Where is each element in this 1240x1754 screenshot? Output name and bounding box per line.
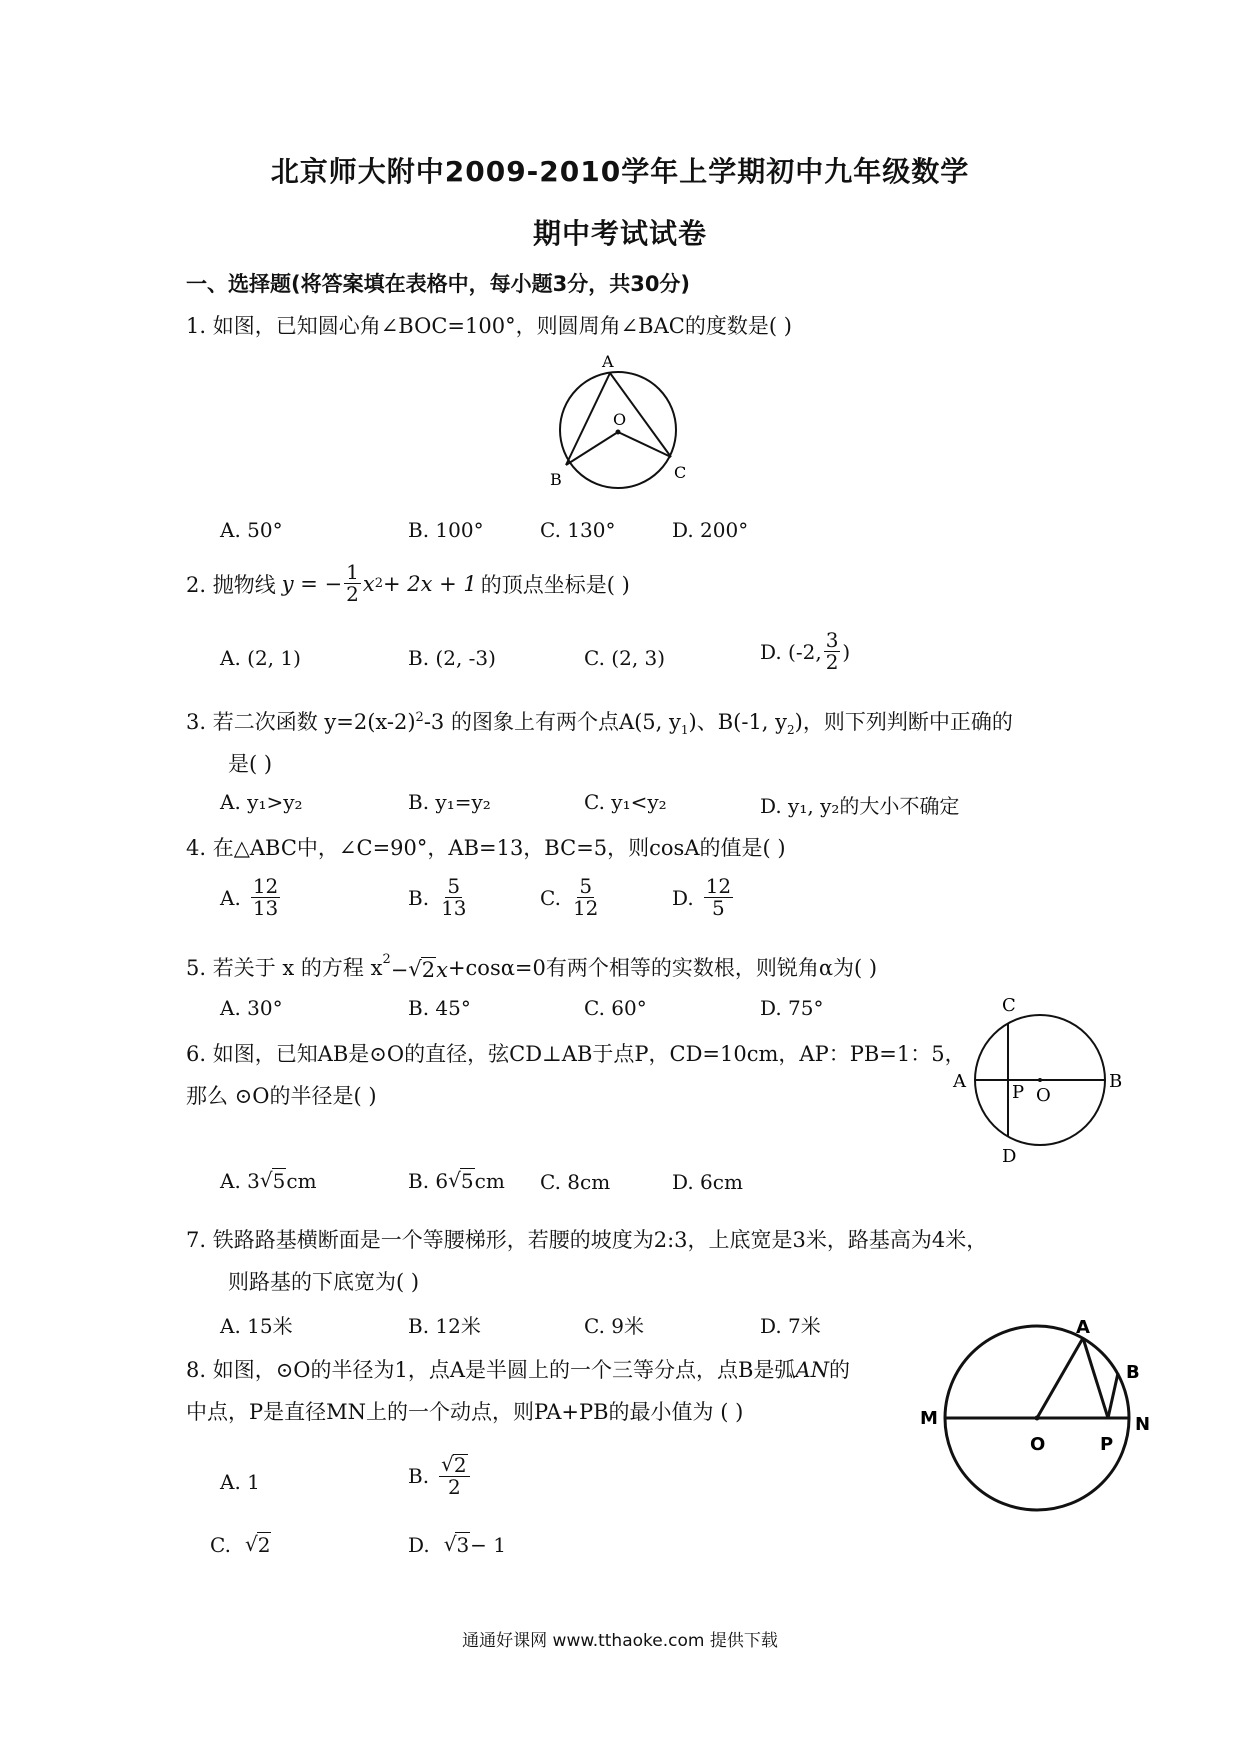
q8-optb-num [439,1454,469,1477]
q2-option-b: B. (2, -3) [408,646,496,670]
q2-frac-den: 2 [346,582,359,606]
q6-option-c: C. 8cm [540,1170,611,1194]
label-a: A [602,352,614,371]
question-3-line2: 是( ) [228,752,273,776]
q4-option-d [672,876,735,919]
question-5-text [186,952,877,982]
q2-suffix: 的顶点坐标是( ) [480,572,630,597]
label-c: C [1002,995,1016,1016]
label-c: C [674,463,687,482]
q2-fraction [344,562,361,605]
q4-optd-den: 5 [712,896,725,920]
q2-prefix: 2. 抛物线 [186,572,276,597]
q4-optc-label: C. [540,885,561,910]
question-1-text: 1. 如图，已知圆心角∠BOC=100°，则圆周角∠BAC的度数是( ) [186,314,792,338]
q7-option-a: A. 15米 [220,1314,293,1338]
q4-optb-num: 5 [447,874,461,898]
label-p: P [1012,1082,1025,1103]
q5-minus: − [390,958,409,982]
label-b: B [550,470,562,489]
q3-option-c: C. y₁<y₂ [584,790,667,814]
q2-option-a: A. (2, 1) [220,646,301,670]
label-o: O [1030,1434,1046,1455]
q7-option-d: D. 7米 [760,1314,821,1338]
q8-arc: AN [795,1358,830,1382]
section-heading: 一、选择题(将答案填在表格中，每小题3分，共30分) [186,272,691,296]
page-subtitle: 期中考试试卷 [532,217,707,250]
label-m: M [920,1408,938,1429]
q6-optb-unit: cm [474,1169,505,1193]
label-n: N [1135,1414,1151,1435]
q3-sup: 2 [415,710,424,725]
q6-opta-unit: cm [286,1169,317,1193]
q8-line1-post: 的 [829,1358,851,1382]
q5-option-d: D. 75° [760,996,824,1020]
label-a: A [1076,1318,1090,1338]
q4-optc-frac [571,876,600,919]
q8-optc-rad: 2 [257,1533,271,1557]
q6-optb-rad: 5 [460,1169,474,1193]
q8-option-a: A. 1 [220,1470,260,1494]
q2-optd-pre: D. (-2, [760,639,822,664]
question-6-figure [945,995,1135,1170]
question-7-line2: 则路基的下底宽为( ) [228,1270,420,1294]
radical-icon: √ [408,957,422,981]
q3-sub1: 1 [680,723,689,738]
q7-option-c: C. 9米 [584,1314,645,1338]
q8-optd-sqrt [444,1532,470,1557]
radical-icon: √ [441,1452,454,1476]
q2-option-c: C. (2, 3) [584,646,666,670]
q6-opta-rad: 5 [272,1169,286,1193]
q1-option-c: C. 130° [540,518,616,542]
q8-optc-sqrt [245,1532,271,1557]
q6-optb-pre: B. 6 [408,1169,449,1193]
center-dot [1038,1078,1042,1082]
q3-mid: -3 的图象上有两个点A(5, y [423,710,681,734]
q8-optb-frac [439,1454,469,1498]
label-o: O [613,410,627,429]
q4-optb-label: B. [408,885,430,910]
q2-option-d [760,630,850,673]
question-6-line2: 那么 ⊙O的半径是( ) [186,1084,377,1108]
q8-optd-label: D. [408,1533,430,1557]
q4-option-a [220,876,282,919]
radical-icon: √ [448,1168,461,1192]
q7-option-b: B. 12米 [408,1314,481,1338]
question-2-text [186,562,630,605]
q5-option-b: B. 45° [408,996,471,1020]
q8-optb-label: B. [408,1464,430,1488]
q6-opta-sqrt [260,1168,286,1193]
q5-radicand: 2 [421,958,436,982]
radical-icon: √ [259,1168,273,1192]
q4-optd-frac [704,876,733,919]
q4-option-c [540,876,602,919]
question-1-figure [540,350,720,500]
label-p: P [1100,1434,1114,1455]
q8-optb-rad: 2 [453,1453,467,1477]
question-7-line1: 7. 铁路路基横断面是一个等腰梯形，若腰的坡度为2:3，上底宽是3米，路基高为4米， [186,1228,988,1252]
q2-sup: 2 [374,576,383,591]
q1-option-a: A. 50° [220,518,283,542]
q6-opta-pre: A. 3 [220,1169,260,1193]
q6-optb-sqrt [448,1168,474,1193]
q4-optc-num: 5 [579,874,593,898]
q4-opta-num: 12 [252,874,279,898]
label-b: B [1126,1362,1140,1383]
radical-icon: √ [244,1532,258,1556]
q5-option-c: C. 60° [584,996,647,1020]
q5-sqrt [408,957,436,982]
q4-optb-den: 13 [441,896,467,920]
q2-optd-num: 3 [825,628,839,652]
q5-sup: 2 [382,952,391,967]
q8-line1-pre: 8. 如图，⊙O的半径为1，点A是半圆上的一个三等分点，点B是弧 [186,1358,796,1382]
q2-eq-lhs: y = − [281,571,343,596]
q4-optd-label: D. [672,885,694,910]
q4-opta-frac [251,876,280,919]
q2-optd-den: 2 [825,650,839,674]
question-4-text: 4. 在△ABC中，∠C=90°，AB=13，BC=5，则cosA的值是( ) [186,836,786,860]
question-6-line1: 6. 如图，已知AB是⊙O的直径，弦CD⊥AB于点P，CD=10cm，AP：PB=1：5， [186,1042,966,1066]
label-o: O [1036,1085,1051,1106]
q3-option-a: A. y₁>y₂ [220,790,303,814]
q3-post: )，则下列判断中正确的 [794,710,1013,734]
radical-icon: √ [443,1532,457,1556]
q4-optb-frac [439,876,468,919]
label-d: D [1002,1146,1017,1167]
q4-option-b [408,876,471,919]
q4-opta-den: 13 [252,896,279,920]
q2-x: x [362,571,375,596]
q2-eq-rest: + 2x + 1 [382,571,477,596]
q6-option-d: D. 6cm [672,1170,743,1194]
q5-x: x [436,958,448,982]
q3-mid2: )、B(-1, y [688,710,788,734]
q8-optd-rad: 3 [456,1533,470,1557]
q8-optb-den: 2 [447,1475,461,1499]
label-b: B [1109,1071,1123,1092]
q4-optd-num: 12 [705,874,732,898]
q6-option-a [220,1168,317,1193]
q8-optc-label: C. [210,1533,231,1557]
question-8-line2: 中点，P是直径MN上的一个动点，则PA+PB的最小值为 ( ) [186,1400,744,1424]
q6-option-b [408,1168,505,1193]
center-dot [616,430,621,435]
q5-post: +cosα=0有两个相等的实数根，则锐角α为( ) [447,956,878,980]
center-dot [1035,1416,1040,1421]
q3-option-d: D. y₁, y₂的大小不确定 [760,794,960,818]
q2-optd-frac [824,630,841,673]
q4-opta-label: A. [220,885,241,910]
footer-source: 通通好课网 www.tthaoke.com 提供下载 [462,1631,778,1651]
q4-optc-den: 12 [572,896,599,920]
q8-option-d [408,1532,506,1557]
q1-option-b: B. 100° [408,518,484,542]
question-8-line1 [186,1354,850,1384]
q2-optd-post: ) [842,639,851,664]
radius-oa [1037,1338,1083,1418]
question-8-figure [920,1318,1160,1518]
q5-pre: 5. 若关于 x 的方程 x [186,956,383,980]
q1-option-d: D. 200° [672,518,749,542]
q3-option-b: B. y₁=y₂ [408,790,491,814]
segment-ap [1083,1338,1108,1418]
label-a: A [953,1071,966,1092]
segment-bp [1108,1373,1118,1418]
q8-optd-post: − 1 [470,1533,507,1557]
question-3-text [186,706,1013,737]
q2-frac-num: 1 [346,560,359,584]
page-title: 北京师大附中2009-2010学年上学期初中九年级数学 [270,155,970,188]
q3-sub2: 2 [787,723,795,738]
q5-option-a: A. 30° [220,996,283,1020]
q8-option-b [408,1454,472,1498]
q3-pre: 3. 若二次函数 y=2(x-2) [186,710,416,734]
q8-option-c [210,1532,271,1557]
